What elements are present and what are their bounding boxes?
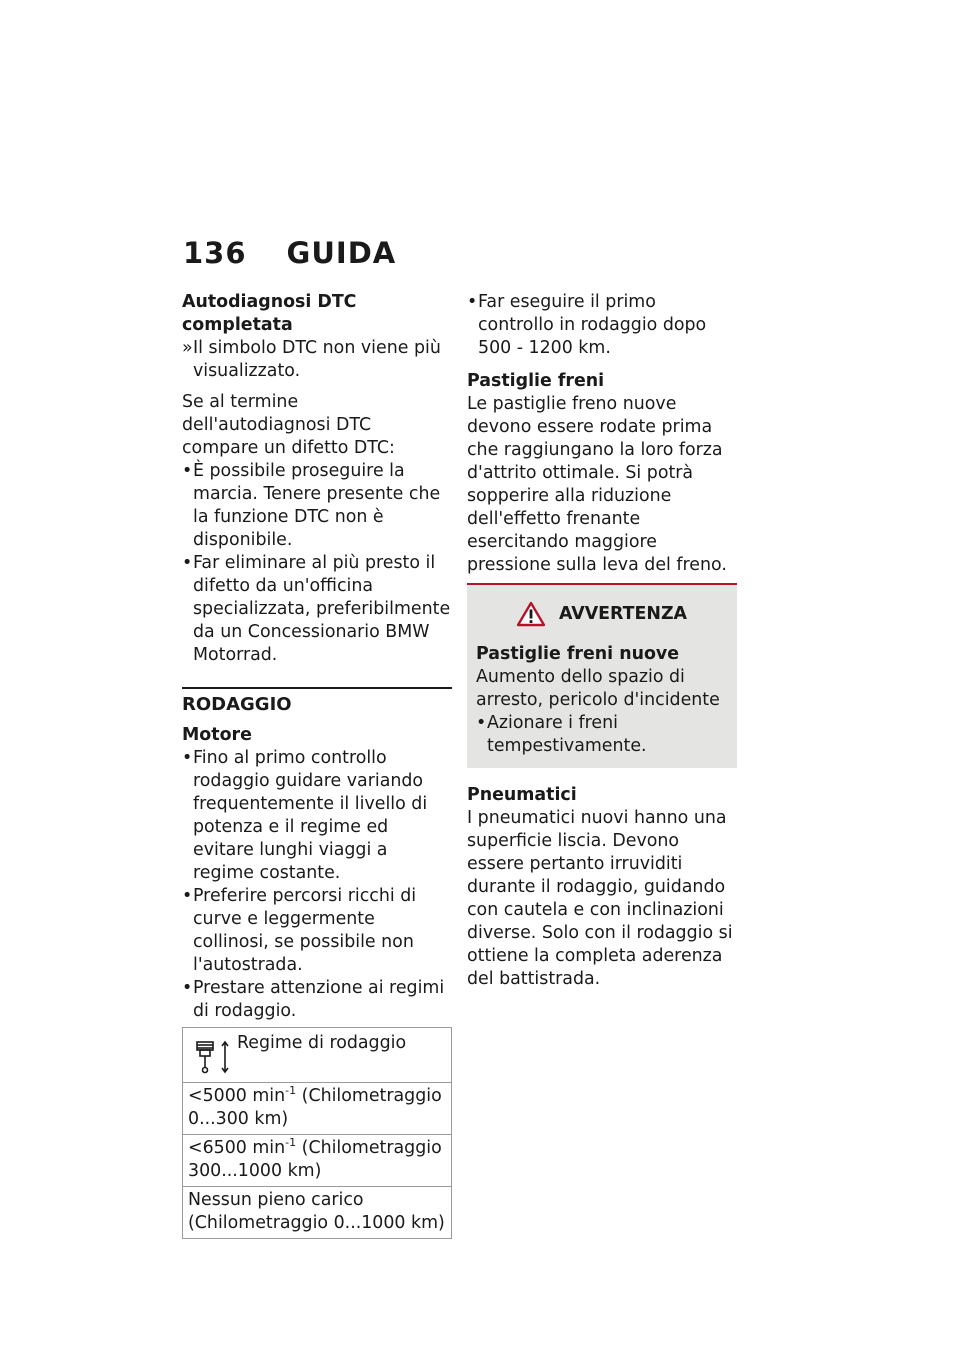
motore-bullet-list bbox=[182, 747, 452, 1023]
pneumatici-heading: Pneumatici bbox=[467, 785, 577, 805]
table-row bbox=[183, 1082, 451, 1134]
list-item bbox=[182, 885, 452, 977]
bullet-icon: • bbox=[467, 292, 478, 312]
table-header-row bbox=[183, 1028, 451, 1082]
engine-rpm-icon bbox=[193, 1036, 233, 1078]
dtc-bullet-list bbox=[182, 460, 452, 667]
list-item bbox=[182, 552, 452, 667]
list-item-text: Prestare attenzione ai regimi di rodaggio. bbox=[193, 978, 445, 1021]
row-range: (Chilometraggio 0...300 km) bbox=[188, 1086, 442, 1129]
section-divider bbox=[182, 687, 452, 689]
row-range: (Chilometraggio 300...1000 km) bbox=[188, 1138, 442, 1181]
bullet-icon: • bbox=[182, 978, 193, 998]
pastiglie-paragraph: Le pastiglie freno nuove devono essere rodate prima che raggiungano la loro forza d'attrito ottimale. Si potrà sopperire alla riduzione dell'effetto frenante esercitando maggiore pressione sulla leva del freno. bbox=[467, 394, 727, 575]
dtc-heading: Autodiagnosi DTC completata bbox=[182, 292, 357, 335]
list-item bbox=[182, 337, 452, 383]
pneumatici-paragraph: I pneumatici nuovi hanno una superficie liscia. Devono essere pertanto irruviditi durante il rodaggio, guidando con cautela e con inclinazioni diverse. Solo con il rodaggio si ottiene la completa aderenza del battistrada. bbox=[467, 808, 733, 989]
list-item bbox=[182, 747, 452, 885]
table-header-label: Regime di rodaggio bbox=[237, 1033, 407, 1053]
list-item-text: Far eseguire il primo controllo in rodaggio dopo 500 - 1200 km. bbox=[478, 292, 707, 358]
list-item-text: Far eliminare al più presto il difetto da un'officina specializzata, preferibilmente da un Concessionario BMW Motorrad. bbox=[193, 553, 451, 665]
list-item bbox=[182, 460, 452, 552]
warning-title: AVVERTENZA bbox=[558, 603, 688, 624]
left-column bbox=[182, 291, 452, 1239]
list-item bbox=[467, 291, 737, 360]
list-item-text: Fino al primo controllo rodaggio guidare variando frequentemente il livello di potenza e il regime ed evitare lunghi viaggi a regime costante. bbox=[193, 748, 428, 883]
table-row bbox=[183, 1186, 451, 1238]
result-marker: » bbox=[182, 338, 193, 358]
rodaggio-heading: RODAGGIO bbox=[182, 694, 292, 715]
bullet-icon: • bbox=[182, 553, 193, 573]
page-header bbox=[183, 236, 396, 270]
row-text: Nessun pieno carico (Chilometraggio 0...1000 km) bbox=[188, 1190, 445, 1233]
warning-title-row bbox=[476, 601, 728, 627]
warning-triangle-icon bbox=[517, 601, 545, 627]
warning-box bbox=[467, 585, 737, 768]
bullet-icon: • bbox=[182, 748, 193, 768]
bullet-icon: • bbox=[182, 461, 193, 481]
table-row bbox=[183, 1134, 451, 1186]
section-title: GUIDA bbox=[286, 236, 397, 270]
row-limit: <6500 min bbox=[188, 1138, 286, 1158]
row-unit-exponent: -1 bbox=[285, 1084, 297, 1098]
page-number: 136 bbox=[183, 236, 247, 270]
rodaggio-table bbox=[182, 1027, 452, 1239]
pastiglie-heading: Pastiglie freni bbox=[467, 371, 605, 391]
list-item bbox=[476, 712, 728, 758]
bullet-icon: • bbox=[476, 713, 487, 733]
list-item-text: Preferire percorsi ricchi di curve e leggermente collinosi, se possibile non l'autostrada. bbox=[193, 886, 417, 975]
list-item bbox=[182, 977, 452, 1023]
service-bullet-list bbox=[467, 291, 737, 360]
list-item-text: Il simbolo DTC non viene più visualizzato. bbox=[193, 338, 441, 381]
motore-heading: Motore bbox=[182, 725, 252, 745]
dtc-paragraph: Se al termine dell'autodiagnosi DTC compare un difetto DTC: bbox=[182, 392, 395, 458]
row-limit: <5000 min bbox=[188, 1086, 286, 1106]
dtc-result bbox=[182, 337, 452, 383]
list-item-text: È possibile proseguire la marcia. Tenere presente che la funzione DTC non è disponibile. bbox=[193, 461, 441, 550]
row-unit-exponent: -1 bbox=[285, 1136, 297, 1150]
list-item-text: Azionare i freni tempestivamente. bbox=[487, 713, 647, 756]
warning-text: Aumento dello spazio di arresto, pericolo d'incidente bbox=[476, 667, 720, 710]
warning-subtitle: Pastiglie freni nuove bbox=[476, 644, 680, 664]
right-column bbox=[467, 291, 737, 991]
warning-bullet-list bbox=[476, 712, 728, 758]
bullet-icon: • bbox=[182, 886, 193, 906]
